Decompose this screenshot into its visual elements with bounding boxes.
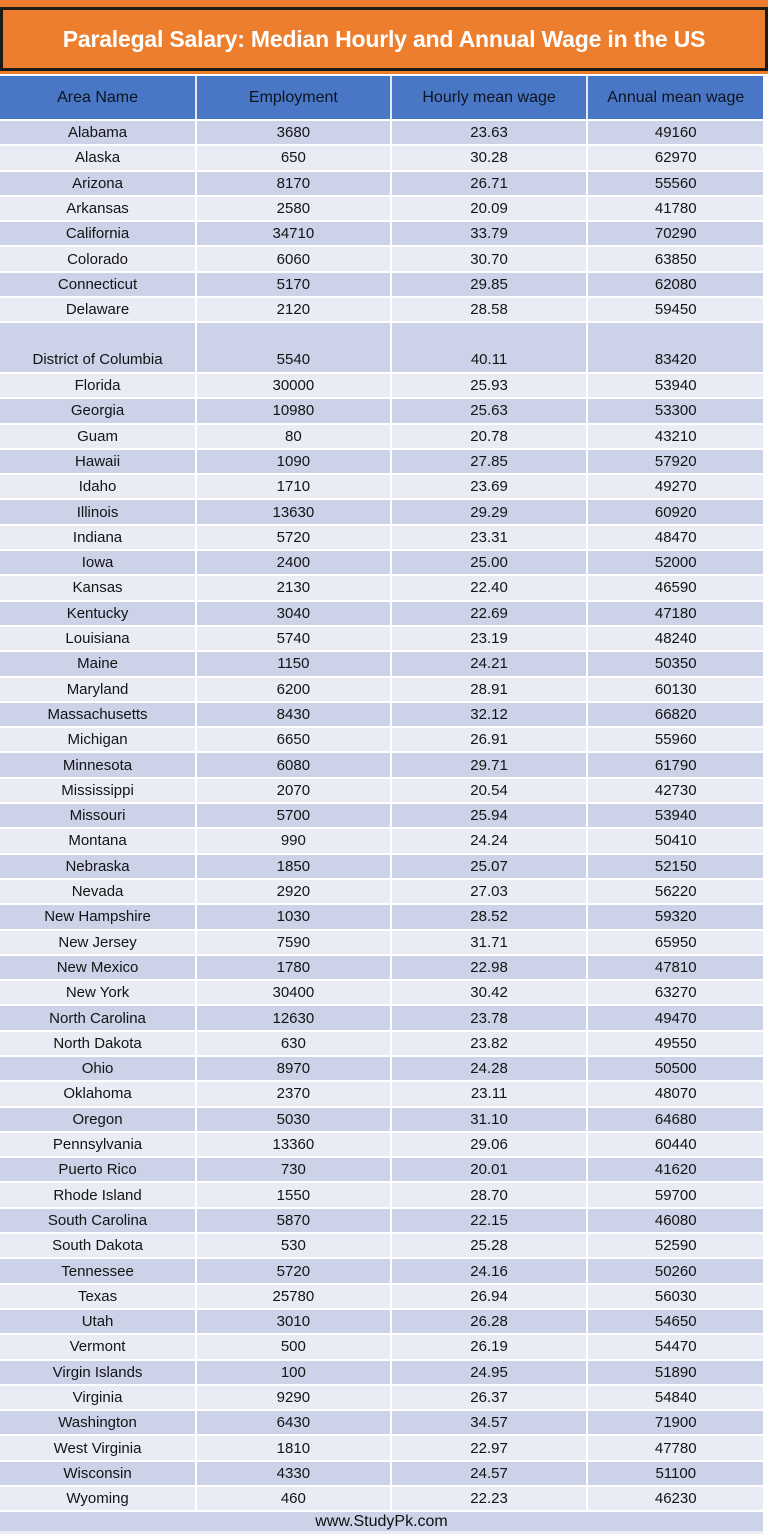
table-row	[0, 171, 763, 196]
cell-annual-mean-wage: 60440	[587, 1132, 763, 1157]
cell-annual-mean-wage: 52000	[587, 550, 763, 575]
table-row	[0, 120, 763, 145]
table-row	[0, 879, 763, 904]
cell-employment: 2400	[196, 550, 391, 575]
cell-area-name: Missouri	[0, 803, 196, 828]
table-row	[0, 1360, 763, 1385]
cell-area-name: Wisconsin	[0, 1461, 196, 1486]
table-row	[0, 601, 763, 626]
cell-annual-mean-wage: 61790	[587, 752, 763, 777]
cell-annual-mean-wage: 70290	[587, 221, 763, 246]
table-row	[0, 449, 763, 474]
cell-hourly-mean-wage: 20.09	[391, 196, 588, 221]
cell-employment: 8170	[196, 171, 391, 196]
cell-area-name: Minnesota	[0, 752, 196, 777]
table-row	[0, 1107, 763, 1132]
cell-area-name: Wyoming	[0, 1486, 196, 1511]
cell-area-name: Ohio	[0, 1056, 196, 1081]
cell-employment: 990	[196, 828, 391, 853]
cell-hourly-mean-wage: 30.42	[391, 980, 588, 1005]
cell-area-name: Montana	[0, 828, 196, 853]
cell-annual-mean-wage: 53940	[587, 803, 763, 828]
cell-hourly-mean-wage: 28.58	[391, 297, 588, 322]
salary-table-body	[0, 120, 763, 1511]
table-row	[0, 1233, 763, 1258]
cell-hourly-mean-wage: 26.28	[391, 1309, 588, 1334]
cell-hourly-mean-wage: 26.94	[391, 1284, 588, 1309]
cell-hourly-mean-wage: 25.63	[391, 398, 588, 423]
table-row	[0, 778, 763, 803]
cell-hourly-mean-wage: 25.93	[391, 373, 588, 398]
cell-employment: 4330	[196, 1461, 391, 1486]
table-row	[0, 398, 763, 423]
table-row	[0, 1056, 763, 1081]
cell-area-name: Maine	[0, 651, 196, 676]
cell-area-name: Hawaii	[0, 449, 196, 474]
cell-annual-mean-wage: 55960	[587, 727, 763, 752]
cell-annual-mean-wage: 65950	[587, 930, 763, 955]
cell-area-name: California	[0, 221, 196, 246]
cell-annual-mean-wage: 59450	[587, 297, 763, 322]
cell-area-name: South Carolina	[0, 1208, 196, 1233]
cell-area-name: Rhode Island	[0, 1182, 196, 1207]
cell-hourly-mean-wage: 29.06	[391, 1132, 588, 1157]
cell-hourly-mean-wage: 26.91	[391, 727, 588, 752]
cell-area-name: Guam	[0, 424, 196, 449]
cell-hourly-mean-wage: 25.94	[391, 803, 588, 828]
cell-annual-mean-wage: 60130	[587, 677, 763, 702]
table-row	[0, 1031, 763, 1056]
table-row	[0, 322, 763, 373]
cell-employment: 6060	[196, 246, 391, 271]
cell-annual-mean-wage: 66820	[587, 702, 763, 727]
cell-hourly-mean-wage: 20.78	[391, 424, 588, 449]
cell-area-name: District of Columbia	[0, 322, 196, 373]
column-header-area-name: Area Name	[0, 76, 196, 120]
cell-employment: 1550	[196, 1182, 391, 1207]
cell-hourly-mean-wage: 22.40	[391, 575, 588, 600]
cell-annual-mean-wage: 51100	[587, 1461, 763, 1486]
column-header-hourly-mean-wage: Hourly mean wage	[391, 76, 588, 120]
cell-hourly-mean-wage: 24.95	[391, 1360, 588, 1385]
cell-area-name: North Carolina	[0, 1005, 196, 1030]
cell-area-name: Oklahoma	[0, 1081, 196, 1106]
cell-hourly-mean-wage: 24.24	[391, 828, 588, 853]
cell-area-name: New Hampshire	[0, 904, 196, 929]
cell-area-name: Maryland	[0, 677, 196, 702]
cell-annual-mean-wage: 55560	[587, 171, 763, 196]
cell-hourly-mean-wage: 29.71	[391, 752, 588, 777]
cell-hourly-mean-wage: 28.52	[391, 904, 588, 929]
cell-annual-mean-wage: 54650	[587, 1309, 763, 1334]
cell-annual-mean-wage: 47810	[587, 955, 763, 980]
bottom-strip	[0, 1531, 763, 1534]
table-row	[0, 196, 763, 221]
cell-area-name: Tennessee	[0, 1258, 196, 1283]
table-row	[0, 1461, 763, 1486]
cell-employment: 100	[196, 1360, 391, 1385]
cell-hourly-mean-wage: 22.69	[391, 601, 588, 626]
table-row	[0, 904, 763, 929]
cell-area-name: Idaho	[0, 474, 196, 499]
cell-area-name: Puerto Rico	[0, 1157, 196, 1182]
cell-area-name: Connecticut	[0, 272, 196, 297]
cell-employment: 6650	[196, 727, 391, 752]
cell-annual-mean-wage: 54840	[587, 1385, 763, 1410]
table-row	[0, 980, 763, 1005]
cell-annual-mean-wage: 83420	[587, 322, 763, 373]
cell-employment: 13630	[196, 499, 391, 524]
cell-hourly-mean-wage: 24.57	[391, 1461, 588, 1486]
cell-area-name: Massachusetts	[0, 702, 196, 727]
cell-annual-mean-wage: 48070	[587, 1081, 763, 1106]
table-row	[0, 1157, 763, 1182]
cell-area-name: Louisiana	[0, 626, 196, 651]
cell-annual-mean-wage: 60920	[587, 499, 763, 524]
cell-employment: 8970	[196, 1056, 391, 1081]
cell-employment: 6200	[196, 677, 391, 702]
cell-hourly-mean-wage: 26.71	[391, 171, 588, 196]
cell-employment: 34710	[196, 221, 391, 246]
cell-hourly-mean-wage: 31.10	[391, 1107, 588, 1132]
table-row	[0, 727, 763, 752]
cell-hourly-mean-wage: 28.70	[391, 1182, 588, 1207]
cell-annual-mean-wage: 52150	[587, 854, 763, 879]
page-title: Paralegal Salary: Median Hourly and Annual Wage in the US	[62, 25, 706, 52]
cell-area-name: New York	[0, 980, 196, 1005]
cell-employment: 9290	[196, 1385, 391, 1410]
cell-employment: 8430	[196, 702, 391, 727]
table-row	[0, 297, 763, 322]
cell-employment: 5700	[196, 803, 391, 828]
cell-employment: 5170	[196, 272, 391, 297]
cell-annual-mean-wage: 51890	[587, 1360, 763, 1385]
cell-area-name: Florida	[0, 373, 196, 398]
cell-hourly-mean-wage: 27.03	[391, 879, 588, 904]
cell-employment: 1150	[196, 651, 391, 676]
cell-employment: 5030	[196, 1107, 391, 1132]
cell-employment: 1090	[196, 449, 391, 474]
cell-annual-mean-wage: 42730	[587, 778, 763, 803]
table-row	[0, 525, 763, 550]
table-row	[0, 1132, 763, 1157]
cell-annual-mean-wage: 50500	[587, 1056, 763, 1081]
cell-annual-mean-wage: 56220	[587, 879, 763, 904]
cell-employment: 6080	[196, 752, 391, 777]
table-row	[0, 575, 763, 600]
cell-hourly-mean-wage: 23.78	[391, 1005, 588, 1030]
cell-employment: 6430	[196, 1410, 391, 1435]
cell-employment: 2580	[196, 196, 391, 221]
table-row	[0, 1182, 763, 1207]
table-row	[0, 955, 763, 980]
cell-area-name: Colorado	[0, 246, 196, 271]
cell-area-name: Vermont	[0, 1334, 196, 1359]
cell-annual-mean-wage: 46080	[587, 1208, 763, 1233]
cell-area-name: New Jersey	[0, 930, 196, 955]
cell-employment: 10980	[196, 398, 391, 423]
cell-employment: 2920	[196, 879, 391, 904]
cell-area-name: North Dakota	[0, 1031, 196, 1056]
table-row	[0, 1258, 763, 1283]
title-banner	[0, 0, 768, 74]
cell-employment: 1850	[196, 854, 391, 879]
cell-area-name: Kansas	[0, 575, 196, 600]
cell-hourly-mean-wage: 23.63	[391, 120, 588, 145]
cell-hourly-mean-wage: 26.37	[391, 1385, 588, 1410]
table-row	[0, 499, 763, 524]
table-row	[0, 424, 763, 449]
cell-area-name: Indiana	[0, 525, 196, 550]
table-row	[0, 246, 763, 271]
cell-annual-mean-wage: 71900	[587, 1410, 763, 1435]
table-row	[0, 702, 763, 727]
cell-employment: 2120	[196, 297, 391, 322]
table-row	[0, 145, 763, 170]
cell-hourly-mean-wage: 25.28	[391, 1233, 588, 1258]
cell-hourly-mean-wage: 20.01	[391, 1157, 588, 1182]
cell-area-name: Texas	[0, 1284, 196, 1309]
cell-annual-mean-wage: 57920	[587, 449, 763, 474]
table-row	[0, 930, 763, 955]
table-row	[0, 1435, 763, 1460]
cell-employment: 3040	[196, 601, 391, 626]
table-row	[0, 1208, 763, 1233]
cell-area-name: Georgia	[0, 398, 196, 423]
cell-hourly-mean-wage: 26.19	[391, 1334, 588, 1359]
cell-hourly-mean-wage: 23.31	[391, 525, 588, 550]
table-row	[0, 1284, 763, 1309]
cell-area-name: Pennsylvania	[0, 1132, 196, 1157]
table-row	[0, 474, 763, 499]
cell-area-name: South Dakota	[0, 1233, 196, 1258]
cell-hourly-mean-wage: 23.19	[391, 626, 588, 651]
cell-hourly-mean-wage: 24.16	[391, 1258, 588, 1283]
cell-employment: 1030	[196, 904, 391, 929]
table-row	[0, 1385, 763, 1410]
table-row	[0, 1486, 763, 1511]
table-row	[0, 1005, 763, 1030]
column-header-annual-mean-wage: Annual mean wage	[587, 76, 763, 120]
cell-annual-mean-wage: 47780	[587, 1435, 763, 1460]
cell-area-name: Michigan	[0, 727, 196, 752]
cell-hourly-mean-wage: 34.57	[391, 1410, 588, 1435]
table-row	[0, 550, 763, 575]
cell-employment: 2370	[196, 1081, 391, 1106]
cell-annual-mean-wage: 59320	[587, 904, 763, 929]
table-header-row	[0, 76, 763, 120]
column-header-employment: Employment	[196, 76, 391, 120]
cell-employment: 730	[196, 1157, 391, 1182]
cell-employment: 1810	[196, 1435, 391, 1460]
cell-area-name: New Mexico	[0, 955, 196, 980]
cell-hourly-mean-wage: 22.15	[391, 1208, 588, 1233]
cell-employment: 5720	[196, 525, 391, 550]
cell-employment: 5720	[196, 1258, 391, 1283]
cell-area-name: Arkansas	[0, 196, 196, 221]
table-row	[0, 373, 763, 398]
cell-annual-mean-wage: 48240	[587, 626, 763, 651]
cell-hourly-mean-wage: 28.91	[391, 677, 588, 702]
cell-annual-mean-wage: 41620	[587, 1157, 763, 1182]
cell-employment: 530	[196, 1233, 391, 1258]
cell-hourly-mean-wage: 20.54	[391, 778, 588, 803]
cell-annual-mean-wage: 63850	[587, 246, 763, 271]
cell-employment: 3010	[196, 1309, 391, 1334]
cell-annual-mean-wage: 50410	[587, 828, 763, 853]
cell-hourly-mean-wage: 25.00	[391, 550, 588, 575]
cell-annual-mean-wage: 64680	[587, 1107, 763, 1132]
cell-employment: 5870	[196, 1208, 391, 1233]
table-row	[0, 626, 763, 651]
cell-area-name: Nevada	[0, 879, 196, 904]
cell-annual-mean-wage: 49550	[587, 1031, 763, 1056]
cell-annual-mean-wage: 53940	[587, 373, 763, 398]
cell-employment: 30000	[196, 373, 391, 398]
cell-annual-mean-wage: 47180	[587, 601, 763, 626]
table-row	[0, 221, 763, 246]
cell-hourly-mean-wage: 23.82	[391, 1031, 588, 1056]
salary-table	[0, 76, 763, 1512]
table-row	[0, 828, 763, 853]
cell-annual-mean-wage: 50350	[587, 651, 763, 676]
cell-annual-mean-wage: 41780	[587, 196, 763, 221]
cell-annual-mean-wage: 53300	[587, 398, 763, 423]
table-row	[0, 272, 763, 297]
cell-hourly-mean-wage: 29.29	[391, 499, 588, 524]
cell-area-name: Alabama	[0, 120, 196, 145]
cell-annual-mean-wage: 43210	[587, 424, 763, 449]
table-row	[0, 803, 763, 828]
table-row	[0, 651, 763, 676]
cell-employment: 5740	[196, 626, 391, 651]
cell-hourly-mean-wage: 23.69	[391, 474, 588, 499]
cell-annual-mean-wage: 52590	[587, 1233, 763, 1258]
cell-hourly-mean-wage: 22.98	[391, 955, 588, 980]
cell-area-name: Virginia	[0, 1385, 196, 1410]
cell-employment: 5540	[196, 322, 391, 373]
cell-hourly-mean-wage: 31.71	[391, 930, 588, 955]
cell-hourly-mean-wage: 30.70	[391, 246, 588, 271]
cell-employment: 1710	[196, 474, 391, 499]
cell-employment: 650	[196, 145, 391, 170]
cell-employment: 500	[196, 1334, 391, 1359]
cell-annual-mean-wage: 62970	[587, 145, 763, 170]
cell-employment: 1780	[196, 955, 391, 980]
cell-annual-mean-wage: 62080	[587, 272, 763, 297]
cell-area-name: Oregon	[0, 1107, 196, 1132]
cell-area-name: West Virginia	[0, 1435, 196, 1460]
cell-employment: 460	[196, 1486, 391, 1511]
cell-area-name: Utah	[0, 1309, 196, 1334]
table-row	[0, 677, 763, 702]
cell-annual-mean-wage: 49160	[587, 120, 763, 145]
cell-area-name: Arizona	[0, 171, 196, 196]
table-row	[0, 1410, 763, 1435]
cell-hourly-mean-wage: 40.11	[391, 322, 588, 373]
cell-area-name: Alaska	[0, 145, 196, 170]
cell-area-name: Delaware	[0, 297, 196, 322]
cell-employment: 2070	[196, 778, 391, 803]
cell-employment: 7590	[196, 930, 391, 955]
cell-area-name: Washington	[0, 1410, 196, 1435]
cell-employment: 3680	[196, 120, 391, 145]
cell-hourly-mean-wage: 33.79	[391, 221, 588, 246]
table-row	[0, 752, 763, 777]
footer-bar	[0, 1512, 763, 1531]
table-row	[0, 1081, 763, 1106]
cell-annual-mean-wage: 46590	[587, 575, 763, 600]
table-row	[0, 854, 763, 879]
cell-annual-mean-wage: 50260	[587, 1258, 763, 1283]
cell-annual-mean-wage: 63270	[587, 980, 763, 1005]
cell-employment: 2130	[196, 575, 391, 600]
cell-employment: 13360	[196, 1132, 391, 1157]
cell-area-name: Iowa	[0, 550, 196, 575]
cell-hourly-mean-wage: 24.21	[391, 651, 588, 676]
cell-annual-mean-wage: 48470	[587, 525, 763, 550]
cell-employment: 630	[196, 1031, 391, 1056]
title-banner-border-box	[0, 7, 768, 71]
cell-area-name: Mississippi	[0, 778, 196, 803]
cell-employment: 30400	[196, 980, 391, 1005]
cell-area-name: Illinois	[0, 499, 196, 524]
cell-area-name: Nebraska	[0, 854, 196, 879]
table-row	[0, 1309, 763, 1334]
cell-annual-mean-wage: 49470	[587, 1005, 763, 1030]
cell-annual-mean-wage: 56030	[587, 1284, 763, 1309]
cell-area-name: Virgin Islands	[0, 1360, 196, 1385]
cell-hourly-mean-wage: 24.28	[391, 1056, 588, 1081]
cell-annual-mean-wage: 46230	[587, 1486, 763, 1511]
cell-hourly-mean-wage: 32.12	[391, 702, 588, 727]
salary-table-container	[0, 76, 763, 1512]
cell-hourly-mean-wage: 23.11	[391, 1081, 588, 1106]
cell-hourly-mean-wage: 30.28	[391, 145, 588, 170]
cell-annual-mean-wage: 54470	[587, 1334, 763, 1359]
cell-area-name: Kentucky	[0, 601, 196, 626]
cell-hourly-mean-wage: 25.07	[391, 854, 588, 879]
cell-hourly-mean-wage: 22.97	[391, 1435, 588, 1460]
cell-employment: 12630	[196, 1005, 391, 1030]
cell-annual-mean-wage: 49270	[587, 474, 763, 499]
footer-url: www.StudyPk.com	[315, 1512, 448, 1530]
cell-hourly-mean-wage: 27.85	[391, 449, 588, 474]
cell-employment: 25780	[196, 1284, 391, 1309]
cell-hourly-mean-wage: 22.23	[391, 1486, 588, 1511]
cell-employment: 80	[196, 424, 391, 449]
cell-annual-mean-wage: 59700	[587, 1182, 763, 1207]
cell-hourly-mean-wage: 29.85	[391, 272, 588, 297]
table-row	[0, 1334, 763, 1359]
